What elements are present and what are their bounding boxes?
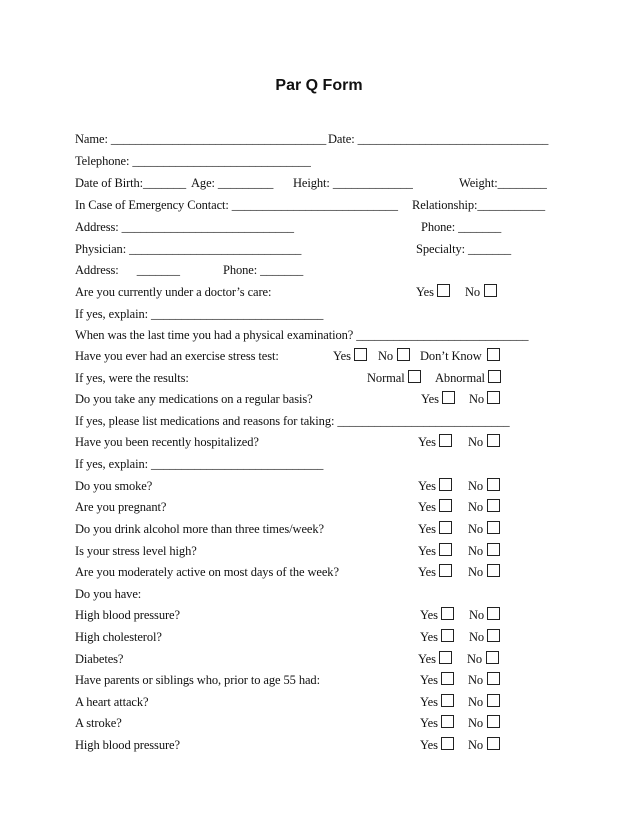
- no-label: No: [468, 673, 484, 687]
- cholesterol-no-checkbox[interactable]: [487, 629, 500, 642]
- active-no-checkbox[interactable]: [487, 564, 500, 577]
- yes-label: Yes: [418, 479, 436, 493]
- hbp-family-yes-checkbox[interactable]: [441, 737, 454, 750]
- no-label: No: [469, 608, 485, 622]
- physician-field[interactable]: Physician: ____________________________: [75, 242, 302, 256]
- no-label: No: [468, 716, 484, 730]
- hbp-yes-checkbox[interactable]: [441, 607, 454, 620]
- stress-test-no-checkbox[interactable]: [397, 348, 410, 361]
- specialty-field[interactable]: Specialty: _______: [416, 242, 512, 256]
- no-label: No: [468, 565, 484, 579]
- no-label: No: [467, 652, 483, 666]
- medication-list-field[interactable]: If yes, please list medications and reasons for taking: ____________________________: [75, 414, 510, 428]
- hospitalized-yes-checkbox[interactable]: [439, 434, 452, 447]
- stress-level-yes-checkbox[interactable]: [439, 543, 452, 556]
- yes-label: Yes: [421, 392, 439, 406]
- no-label: No: [465, 285, 481, 299]
- no-label: No: [468, 544, 484, 558]
- doctor-care-yes-checkbox[interactable]: [437, 284, 450, 297]
- pregnant-yes-checkbox[interactable]: [439, 499, 452, 512]
- stress-test-dont-know-checkbox[interactable]: [487, 348, 500, 361]
- stress-test-yes-checkbox[interactable]: [354, 348, 367, 361]
- yes-label: Yes: [420, 695, 438, 709]
- emergency-contact-field[interactable]: In Case of Emergency Contact: ___________________________: [75, 198, 398, 212]
- alcohol-no-checkbox[interactable]: [487, 521, 500, 534]
- question-family-history: Have parents or siblings who, prior to age 55 had:: [75, 673, 320, 687]
- question-diabetes: Diabetes?: [75, 652, 124, 666]
- no-label: No: [468, 500, 484, 514]
- no-label: No: [468, 738, 484, 752]
- heart-attack-no-checkbox[interactable]: [487, 694, 500, 707]
- yes-label: Yes: [333, 349, 351, 363]
- question-hospitalized: Have you been recently hospitalized?: [75, 435, 259, 449]
- question-cholesterol: High cholesterol?: [75, 630, 162, 644]
- last-exam-field[interactable]: When was the last time you had a physical examination? ____________________________: [75, 328, 529, 342]
- yes-label: Yes: [418, 435, 436, 449]
- alcohol-yes-checkbox[interactable]: [439, 521, 452, 534]
- no-label: No: [378, 349, 394, 363]
- question-pregnant: Are you pregnant?: [75, 500, 167, 514]
- no-label: No: [468, 522, 484, 536]
- question-heart-attack: A heart attack?: [75, 695, 149, 709]
- phone-field[interactable]: Phone: _______: [421, 220, 502, 234]
- no-label: No: [469, 630, 485, 644]
- heart-attack-yes-checkbox[interactable]: [441, 694, 454, 707]
- explain-field[interactable]: If yes, explain: ____________________________: [75, 307, 324, 321]
- yes-label: Yes: [420, 630, 438, 644]
- normal-label: Normal: [367, 371, 405, 385]
- dont-know-label: Don’t Know: [420, 349, 482, 363]
- diabetes-yes-checkbox[interactable]: [439, 651, 452, 664]
- diabetes-no-checkbox[interactable]: [486, 651, 499, 664]
- stroke-no-checkbox[interactable]: [487, 715, 500, 728]
- hospitalized-no-checkbox[interactable]: [487, 434, 500, 447]
- yes-label: Yes: [418, 544, 436, 558]
- hbp-family-no-checkbox[interactable]: [487, 737, 500, 750]
- question-stroke: A stroke?: [75, 716, 122, 730]
- no-label: No: [468, 695, 484, 709]
- stress-level-no-checkbox[interactable]: [487, 543, 500, 556]
- yes-label: Yes: [420, 608, 438, 622]
- physician-address-field[interactable]: Address: _______: [75, 263, 180, 277]
- page-title: Par Q Form: [275, 77, 363, 94]
- address-field[interactable]: Address: ____________________________: [75, 220, 294, 234]
- relationship-field[interactable]: Relationship:___________: [412, 198, 546, 212]
- date-field[interactable]: Date: _______________________________: [328, 132, 549, 146]
- question-doctor-care: Are you currently under a doctor’s care:: [75, 285, 272, 299]
- family-history-no-checkbox[interactable]: [487, 672, 500, 685]
- no-label: No: [468, 479, 484, 493]
- yes-label: Yes: [420, 738, 438, 752]
- question-stress-level: Is your stress level high?: [75, 544, 197, 558]
- medications-no-checkbox[interactable]: [487, 391, 500, 404]
- height-field[interactable]: Height: _____________: [293, 176, 413, 190]
- stress-results-abnormal-checkbox[interactable]: [488, 370, 501, 383]
- name-field[interactable]: Name: ___________________________________: [75, 132, 327, 146]
- date-of-birth-field[interactable]: Date of Birth:_______: [75, 176, 187, 190]
- question-active: Are you moderately active on most days of the week?: [75, 565, 339, 579]
- physician-phone-field[interactable]: Phone: _______: [223, 263, 304, 277]
- no-label: No: [468, 435, 484, 449]
- pregnant-no-checkbox[interactable]: [487, 499, 500, 512]
- yes-label: Yes: [416, 285, 434, 299]
- question-smoke: Do you smoke?: [75, 479, 153, 493]
- yes-label: Yes: [420, 673, 438, 687]
- question-medications: Do you take any medications on a regular basis?: [75, 392, 313, 406]
- stress-results-normal-checkbox[interactable]: [408, 370, 421, 383]
- yes-label: Yes: [418, 652, 436, 666]
- cholesterol-yes-checkbox[interactable]: [441, 629, 454, 642]
- age-field[interactable]: Age: _________: [191, 176, 274, 190]
- yes-label: Yes: [418, 565, 436, 579]
- telephone-field[interactable]: Telephone: _____________________________: [75, 154, 311, 168]
- question-stress-results: If yes, were the results:: [75, 371, 189, 385]
- explain-field[interactable]: If yes, explain: ____________________________: [75, 457, 324, 471]
- stroke-yes-checkbox[interactable]: [441, 715, 454, 728]
- yes-label: Yes: [418, 500, 436, 514]
- smoke-yes-checkbox[interactable]: [439, 478, 452, 491]
- question-stress-test: Have you ever had an exercise stress test:: [75, 349, 279, 363]
- active-yes-checkbox[interactable]: [439, 564, 452, 577]
- weight-field[interactable]: Weight:________: [459, 176, 547, 190]
- question-alcohol: Do you drink alcohol more than three times/week?: [75, 522, 324, 536]
- question-high-blood-pressure-family: High blood pressure?: [75, 738, 180, 752]
- no-label: No: [469, 392, 485, 406]
- yes-label: Yes: [418, 522, 436, 536]
- medications-yes-checkbox[interactable]: [442, 391, 455, 404]
- hbp-no-checkbox[interactable]: [487, 607, 500, 620]
- question-high-blood-pressure: High blood pressure?: [75, 608, 180, 622]
- yes-label: Yes: [420, 716, 438, 730]
- smoke-no-checkbox[interactable]: [487, 478, 500, 491]
- do-you-have-heading: Do you have:: [75, 587, 142, 601]
- abnormal-label: Abnormal: [435, 371, 485, 385]
- doctor-care-no-checkbox[interactable]: [484, 284, 497, 297]
- family-history-yes-checkbox[interactable]: [441, 672, 454, 685]
